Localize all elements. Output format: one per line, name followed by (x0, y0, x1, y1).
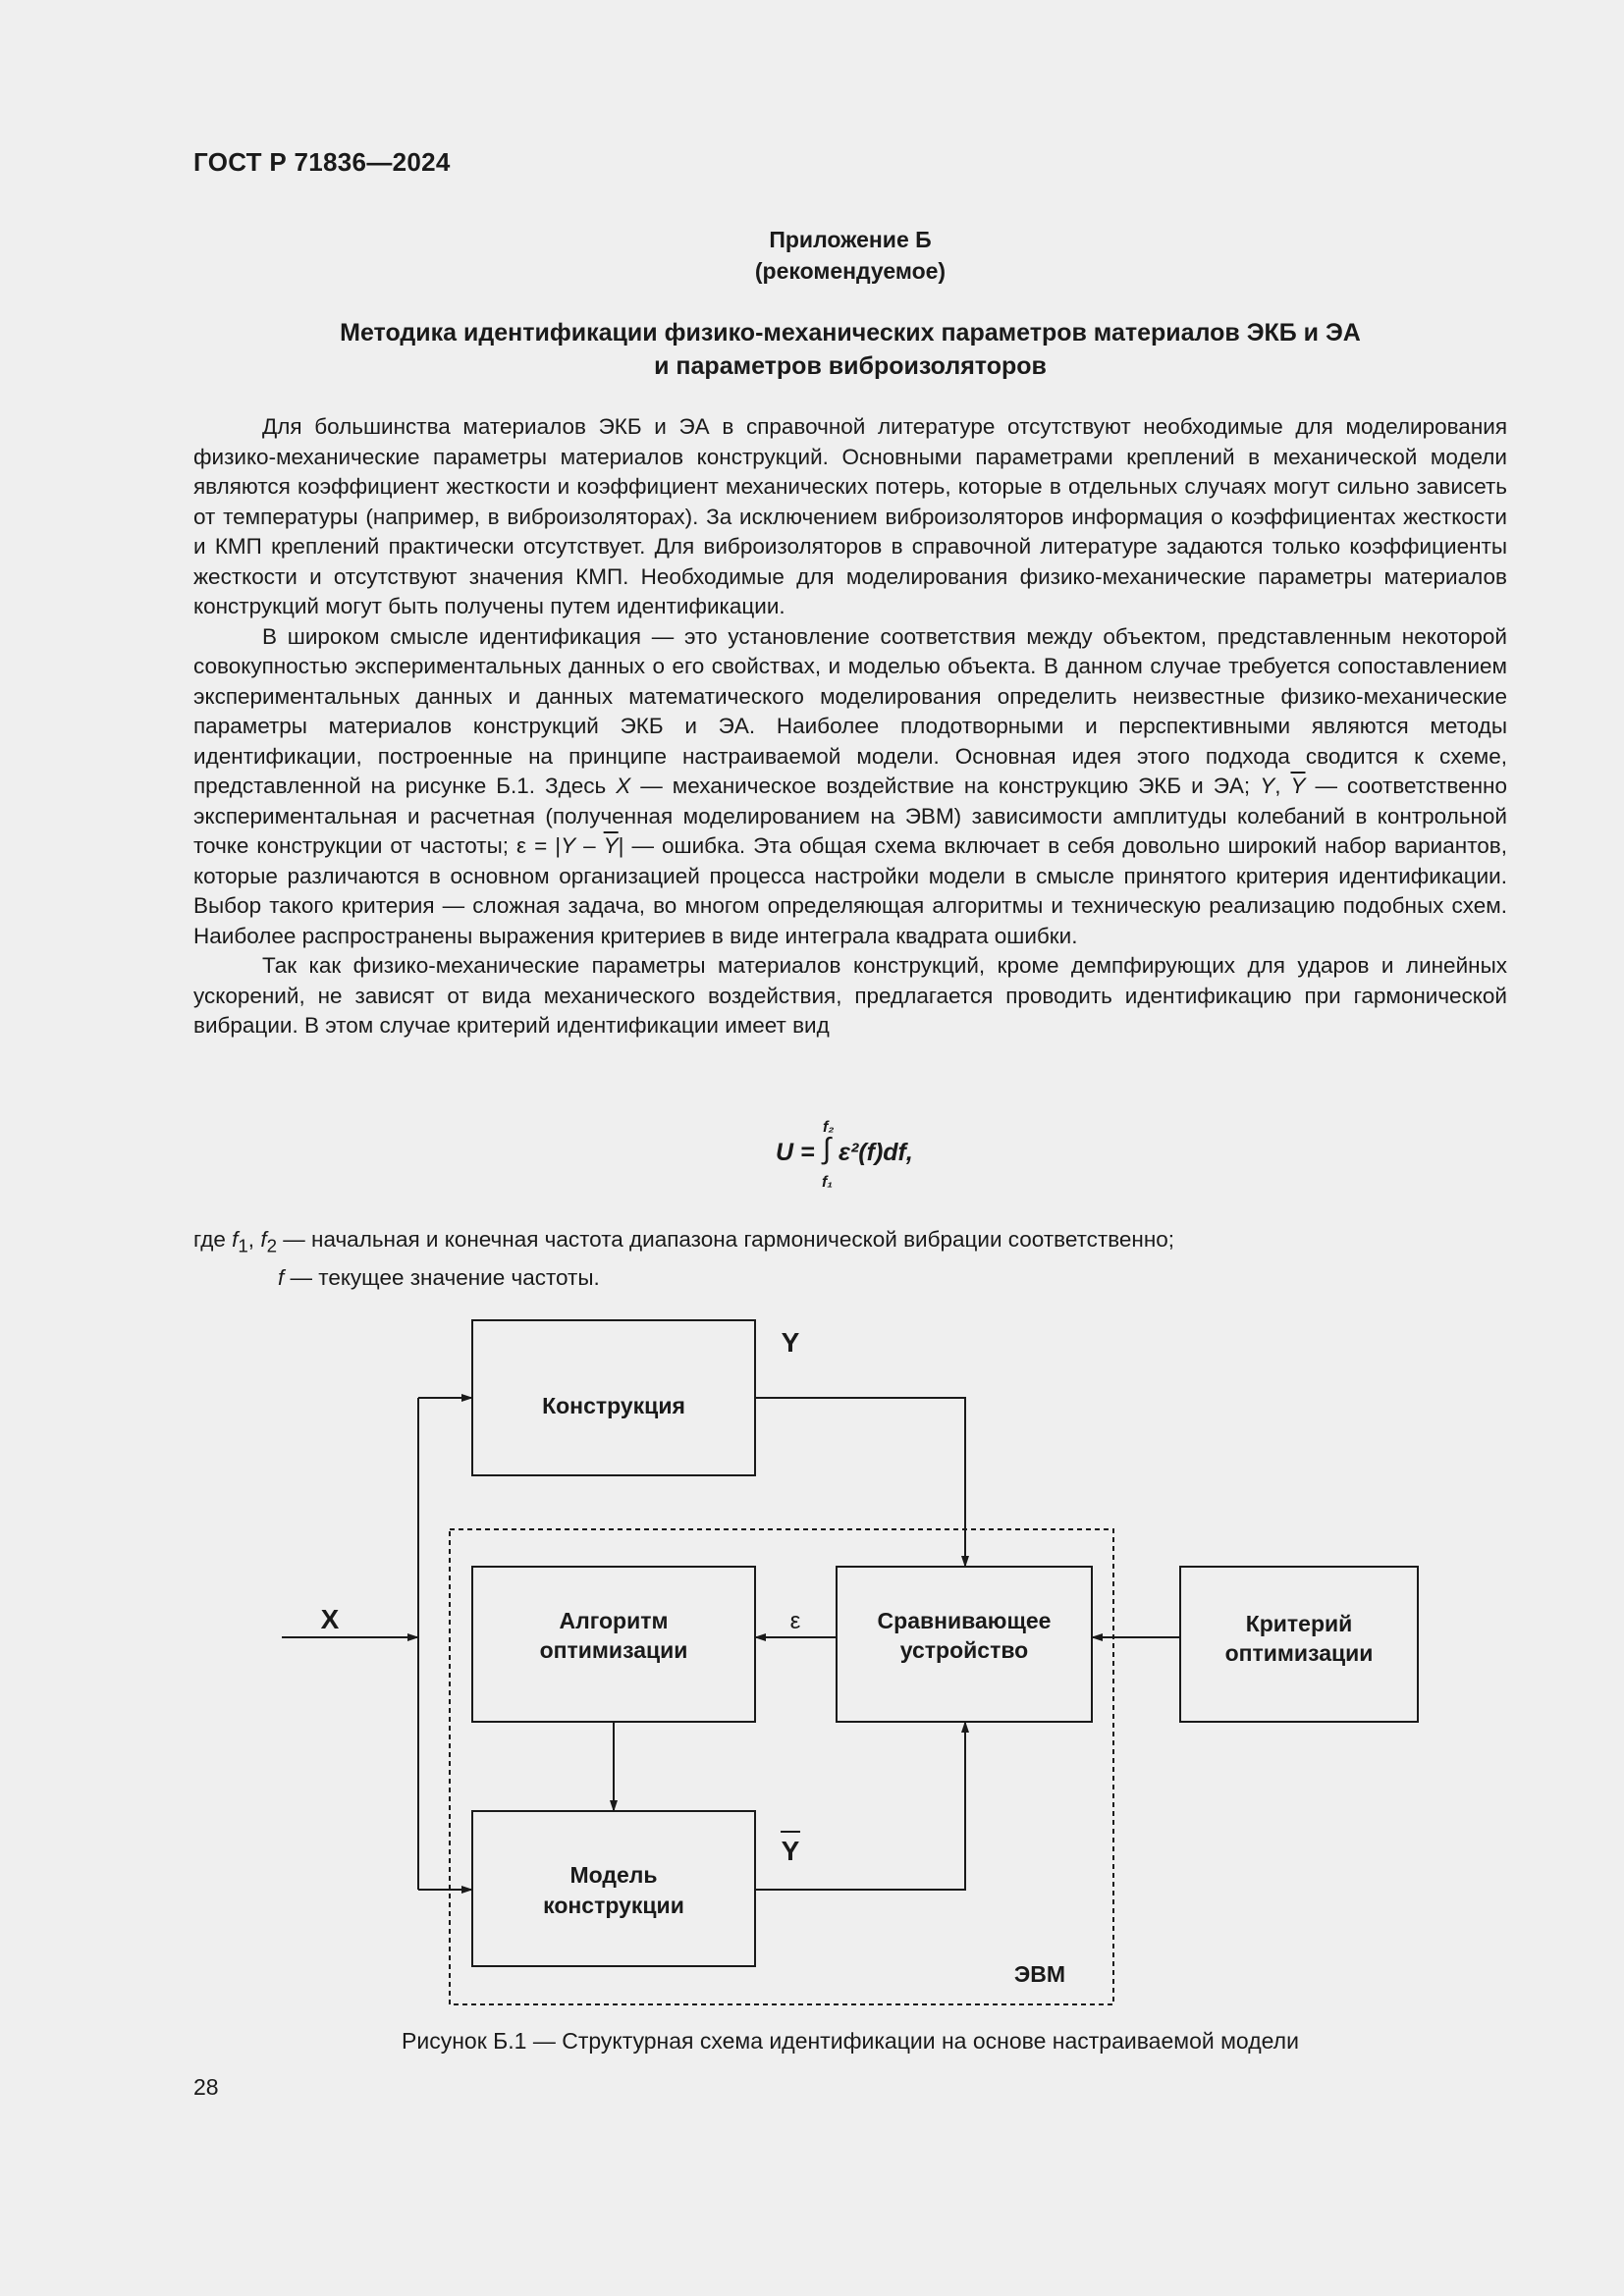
formula-integrand: ε²(f)df, (839, 1139, 913, 1166)
x-input-label: X (320, 1604, 340, 1634)
criterion-label-1: Критерий (1245, 1611, 1353, 1636)
epsilon-label: ε (789, 1608, 801, 1634)
legend-text-1: — начальная и конечная частота диапазона гармонической вибрации соответственно; (277, 1227, 1175, 1252)
construction-label: Конструкция (542, 1393, 685, 1418)
legend-sub-2: 2 (266, 1235, 278, 1256)
legend-comma: , (247, 1227, 261, 1252)
formula-lower-limit: f₁ (822, 1174, 833, 1191)
p2-text-d: | — ошибка. Эта общая схема включает в себя довольно широкий набор вариантов, которые различаются в основном организацией процесса настройки модели в смысле принятого критерия идентификации. Выбор такого критерия — сложная задача, во многом определяющая алгоритмы и техническую реализацию подобных схем. Наиболее распространены выражения критериев в виде интеграла квадрата ошибки. (193, 833, 1507, 948)
legend-text-2: — текущее значение частоты. (284, 1264, 600, 1290)
legend-var-f1: f (232, 1227, 239, 1252)
annex-status: (рекомендуемое) (754, 258, 947, 284)
p2-text-c: — соответственно экспериментальная и расчетная (полученная моделированием на ЭВМ) зависимости амплитуды колебаний в контрольной точке конструкции от частоты; ε = | (193, 774, 1507, 858)
model-label-1: Модель (569, 1862, 658, 1888)
model-block (472, 1811, 755, 1966)
section-title-line2: и параметров виброизоляторов (654, 352, 1047, 380)
model-label-2: конструкции (543, 1893, 684, 1918)
p2-var-y: Y (1260, 774, 1275, 798)
y-output-label: Y (781, 1327, 800, 1358)
p2-var-ybar: $\overline{Y}$ (1290, 774, 1306, 798)
integral-sign: ∫ (823, 1133, 832, 1165)
legend-var-f: f (278, 1264, 285, 1290)
p2-text-b: — механическое воздействие на конструкцию ЭКБ и ЭА; (630, 774, 1261, 798)
annex-label: Приложение Б (769, 227, 932, 252)
p2-minus: – (575, 833, 604, 858)
algorithm-label-1: Алгоритм (559, 1608, 669, 1633)
section-title-line1: Методика идентификации физико-механических параметров материалов ЭКБ и ЭА (340, 319, 1361, 347)
comparator-label-2: устройство (899, 1637, 1029, 1663)
evm-label: ЭВМ (1013, 1961, 1066, 1987)
p2-var-ybar2: $\overline{Y}$ (603, 833, 619, 858)
p2-sep: , (1274, 774, 1291, 798)
page-number: 28 (193, 2074, 219, 2100)
y-output-line (755, 1398, 965, 1567)
paragraph-3: Так как физико-механические параметры материалов конструкций, кроме демпфирующих для ударов и линейных ускорений, не зависят от вида механического воздействия, предлагается проводить идентификацию при гармонической вибрации. В этом случае критерий идентификации имеет вид (193, 953, 1507, 1038)
legend-sub-1: 1 (238, 1235, 248, 1256)
formula-lhs: U = (776, 1139, 815, 1166)
p2-text-a: В широком смысле идентификация — это установление соответствия между объектом, представленным некоторой совокупностью экспериментальных данных о его свойствах, и моделью объекта. В данном случае требуется сопоставлением экспериментальных данных и данных математического моделирования определить неизвестные физико-механические параметры материалов конструкций ЭКБ и ЭА. Наиболее плодотворными и перспективными являются методы идентификации, построенные на принципе настраиваемой модели. Основная идея этого подхода сводится к схеме, представленной на рисунке Б.1. Здесь (193, 623, 1507, 798)
document-header: ГОСТ Р 71836—2024 (193, 147, 451, 177)
formula-upper-limit: f₂ (823, 1119, 835, 1136)
criterion-label-2: оптимизации (1224, 1640, 1374, 1666)
paragraph-1: Для большинства материалов ЭКБ и ЭА в справочной литературе отсутствуют необходимые для моделирования физико-механические параметры материалов конструкций. Основными параметрами креплений в механической модели являются коэффициент жесткости и коэффициент механических потерь, которые в отдельных случаях могут сильно зависеть от температуры (например, в виброизоляторах). За исключением виброизоляторов информация о коэффициентах жесткости и КМП креплений практически отсутствует. Для виброизоляторов в справочной литературе задаются только коэффициенты жесткости и отсутствуют значения КМП. Необходимые для моделирования физико-механические параметры материалов конструкций могут быть получены путем идентификации. (193, 414, 1507, 618)
comparator-label-1: Сравнивающее (877, 1608, 1052, 1633)
evm-frame (450, 1529, 1113, 2004)
algorithm-label-2: оптимизации (539, 1637, 688, 1663)
p2-var-x: X (616, 774, 631, 798)
legend-var-f2: f (260, 1227, 267, 1252)
ybar-output-label: Y (781, 1836, 800, 1866)
p2-var-y2: Y (561, 833, 576, 858)
figure-caption: Рисунок Б.1 — Структурная схема идентификации на основе настраиваемой модели (402, 2028, 1299, 2054)
legend-prefix: где (193, 1227, 233, 1252)
